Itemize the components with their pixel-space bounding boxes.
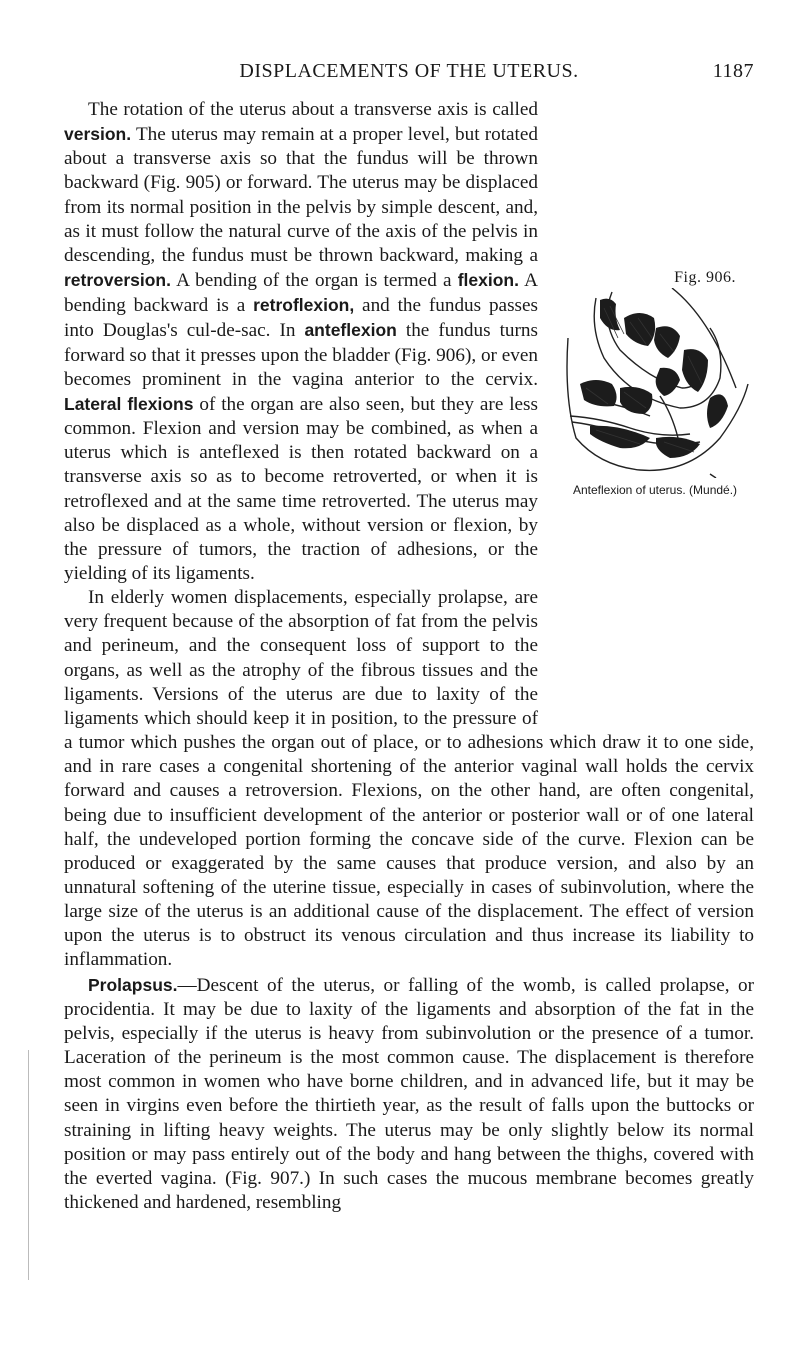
figure-label: Fig. 906.	[674, 269, 736, 286]
anteflexion-illustration	[560, 288, 750, 478]
paragraph-prolapsus	[64, 973, 754, 1216]
text-run: The uterus may remain at a proper level, but rotated about a transverse axis so that the fundus will be thrown backward (Fig. 905) or forward. The uterus may be displaced from its normal position in the pelvis by simple descent, and, as it must follow the natural curve of the axis of the pelvis in descending, the fundus must be thrown backward, making a	[64, 124, 538, 266]
page-body	[64, 98, 754, 1215]
running-title: DISPLACEMENTS OF THE UTERUS.	[239, 60, 579, 82]
page-number: 1187	[712, 60, 754, 82]
term-retroflexion: retroflexion,	[253, 295, 355, 316]
text-run: and the fundus passes into Douglas's cul-de-sac. In	[64, 295, 538, 342]
running-header	[64, 60, 754, 88]
text-run: A bending of the organ is termed a	[170, 270, 458, 292]
term-retroversion: retroversion.	[64, 270, 171, 291]
term-flexion: flexion.	[457, 270, 519, 291]
term-version: version.	[64, 124, 132, 145]
figure-caption: Anteflexion of uterus. (Mundé.)	[572, 483, 738, 497]
text-run: the fundus turns forward so that it presses upon the bladder (Fig. 906), or even becomes prominent in the vagina anterior to the cervix.	[64, 320, 538, 390]
figure-906	[556, 266, 754, 706]
paragraph-causes: In elderly women displacements, especially prolapse, are very frequent because of the absorption of fat from the pelvis and perineum, and the consequent loss of support to the organs, as well as the atrophy of the fibrous tissues and the ligaments. Versions of the uterus are due to laxity of the ligaments which should keep it in position, to the pressure of a tumor which pushes the organ out of place, or to adhesions which draw it to one side, and in rare cases a congenital shortening of the anterior vaginal wall holds the cervix forward and causes a retroversion. Flexions, on the other hand, are often congenital, being due to insufficient development of the anterior or posterior wall or of one lateral half, the undeveloped portion forming the concave side of the curve. Flexion can be produced or exaggerated by the same causes that produce version, and also by an unnatural softening of the uterine tissue, especially in cases of subinvolution, where the large size of the uterus is an additional cause of the displacement. The effect of version upon the uterus is to obstruct its venous circulation and thus increase its liability to inflammation.	[64, 587, 754, 971]
text-run: —Descent of the uterus, or falling of the womb, is called prolapse, or procidentia. It may be due to laxity of the ligaments and absorption of the fat in the pelvis, especially if the uterus is heavy from subinvolution or the presence of a tumor. Laceration of the perineum is the most common cause. The displacement is therefore most common in women who have borne children, and in advanced life, but it may be seen in virgins even before the thirtieth year, as the result of falls upon the buttocks or straining in lifting heavy weights. The uterus may be only slightly below its normal position or may pass entirely out of the body and hang between the thighs, covered with the everted vagina. (Fig. 907.) In such cases the mucous membrane becomes greatly thickened and hardened, resembling	[64, 974, 754, 1214]
term-anteflexion: anteflexion	[304, 320, 397, 341]
text-run: A bending backward is a	[64, 270, 538, 317]
text-run: of the organ are also seen, but they are less common. Flexion and version may be combined, as when a uterus which is anteflexed is then rotated backward on a transverse axis so as to become retroverted, or when it is retroflexed and at the same time retroverted. The uterus may also be displaced as a whole, without version or flexion, by the pressure of tumors, the traction of adhesions, or the yielding of its ligaments.	[64, 393, 538, 584]
text-run: The rotation of the uterus about a transverse axis is called	[88, 99, 538, 120]
section-heading-prolapsus: Prolapsus.	[88, 974, 178, 995]
term-lateral-flexions: Lateral flexions	[64, 393, 194, 414]
margin-rule	[28, 1050, 29, 1280]
